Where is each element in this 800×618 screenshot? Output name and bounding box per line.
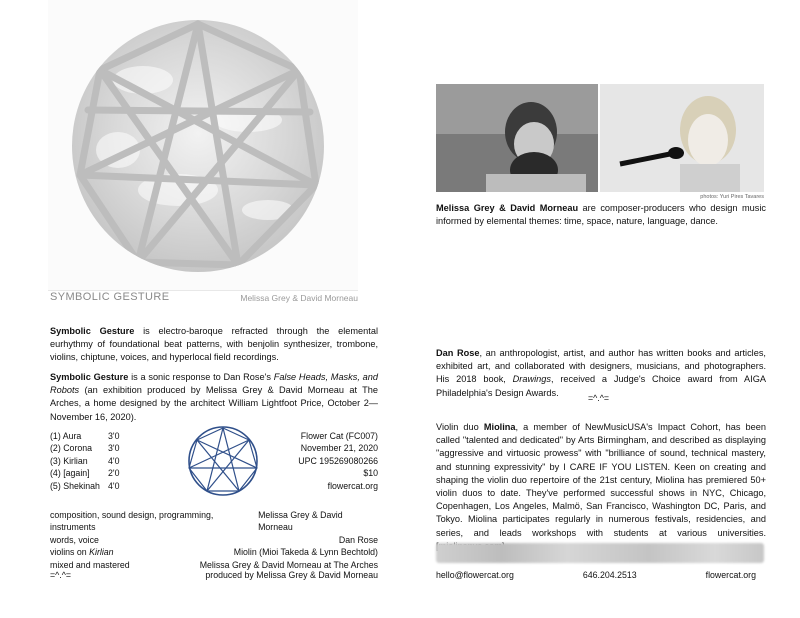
footer-right <box>436 570 756 580</box>
produced-by: produced by Melissa Grey & David Morneau <box>205 570 378 580</box>
track-row: (1) Aura 3'0 <box>50 431 120 441</box>
geodesic-sphere-art <box>48 0 358 290</box>
track-row: (5) Shekinah 4'0 <box>50 480 120 491</box>
release-site: flowercat.org <box>327 480 378 491</box>
credits <box>50 509 378 571</box>
intro-paragraph-2: Symbolic Gesture is a sonic response to Dan Rose's False Heads, Masks, and Robots (an exhibition produced by Melissa Grey & David Morneau at The Arches, a home designed by the architect William Lightfoot Price, October 2—November 16, 2020). <box>50 372 378 422</box>
catalog-number: Flower Cat (FC007) <box>300 431 378 441</box>
photo-david-morneau <box>436 84 598 192</box>
credit-row: composition, sound design, programming, instruments Melissa Grey & David Morneau <box>50 510 343 533</box>
cover-artist: Melissa Grey & David Morneau <box>240 293 358 303</box>
intro-paragraph-1: Symbolic Gesture is electro-baroque refracted through the elemental eurhythmy of foundational beat patterns, with benjolin synthesizer, trombone, violins, chiptune, voices, and hyperlocal field recordings. <box>50 326 378 363</box>
track-row: (2) Corona 3'0 <box>50 443 120 454</box>
cover-title: SYMBOLIC GESTURE <box>50 291 170 303</box>
email-link[interactable]: hello@flowercat.org <box>436 570 514 580</box>
blurred-banner <box>436 543 764 563</box>
credit-row: mixed and mastered Melissa Grey & David Morneau at The Arches <box>50 559 378 570</box>
website-link[interactable]: flowercat.org <box>705 570 756 580</box>
miolina-bio: Violin duo Miolina, a member of NewMusicUSA's Impact Cohort, has been called "talented and dedicated" by Arts Birmingham, and described as displaying "aggressive and virtuosic prowess" with "brilliance of sound, technical mastery, and stunning expressivity" by I CARE IF YOU LISTEN. Keen on creating and shaping the violin duo repertoire of the 21st century, Miolina has premiered 50+ violin duos to date. They've performed successful shows in NYC, Chicago, Copenhagen, Los Angeles, Malmö, San Francisco, Washington DC, Paris, and Tokyo. Miolina participates regularly in numerous festivals, residencies, and series, and leads workshops with students at various universities. <box>436 422 766 538</box>
price: $10 <box>363 468 378 479</box>
photo-melissa-grey <box>600 84 764 192</box>
track-row: (3) Kirlian 4'0 <box>50 455 120 466</box>
photo-credit: photos: Yuri Pires Tavares <box>700 194 764 200</box>
footer-left <box>50 570 378 580</box>
release-info <box>270 430 378 492</box>
credit-row: violins on Kirlian Miolin (Mioi Takeda & Lynn Bechtold) <box>50 547 378 558</box>
flowercat-logo-icon <box>186 424 260 498</box>
artist-bio: Melissa Grey & David Morneau are composer-producers who design music informed by elemental themes: time, space, nature, language, dance. <box>436 203 766 227</box>
cat-symbol: =^.^= <box>50 570 71 580</box>
track-list <box>50 430 130 492</box>
phone-number: 646.204.2513 <box>582 570 637 580</box>
upc: UPC 195269080266 <box>298 455 378 466</box>
track-row: (4) [again] 2'0 <box>50 468 120 479</box>
credit-row: words, voice Dan Rose <box>50 534 378 545</box>
release-date: November 21, 2020 <box>300 443 378 454</box>
dan-rose-bio: Dan Rose, an anthropologist, artist, and author has written books and articles, exhibited art, and collaborated with designers, musicians, and photographers. His 2018 book, Drawings, received a Judge's Choice award from AIGA Philadelphia's Design Awards. <box>436 348 766 398</box>
album-cover <box>48 0 358 291</box>
cat-symbol: =^.^= <box>588 393 609 403</box>
